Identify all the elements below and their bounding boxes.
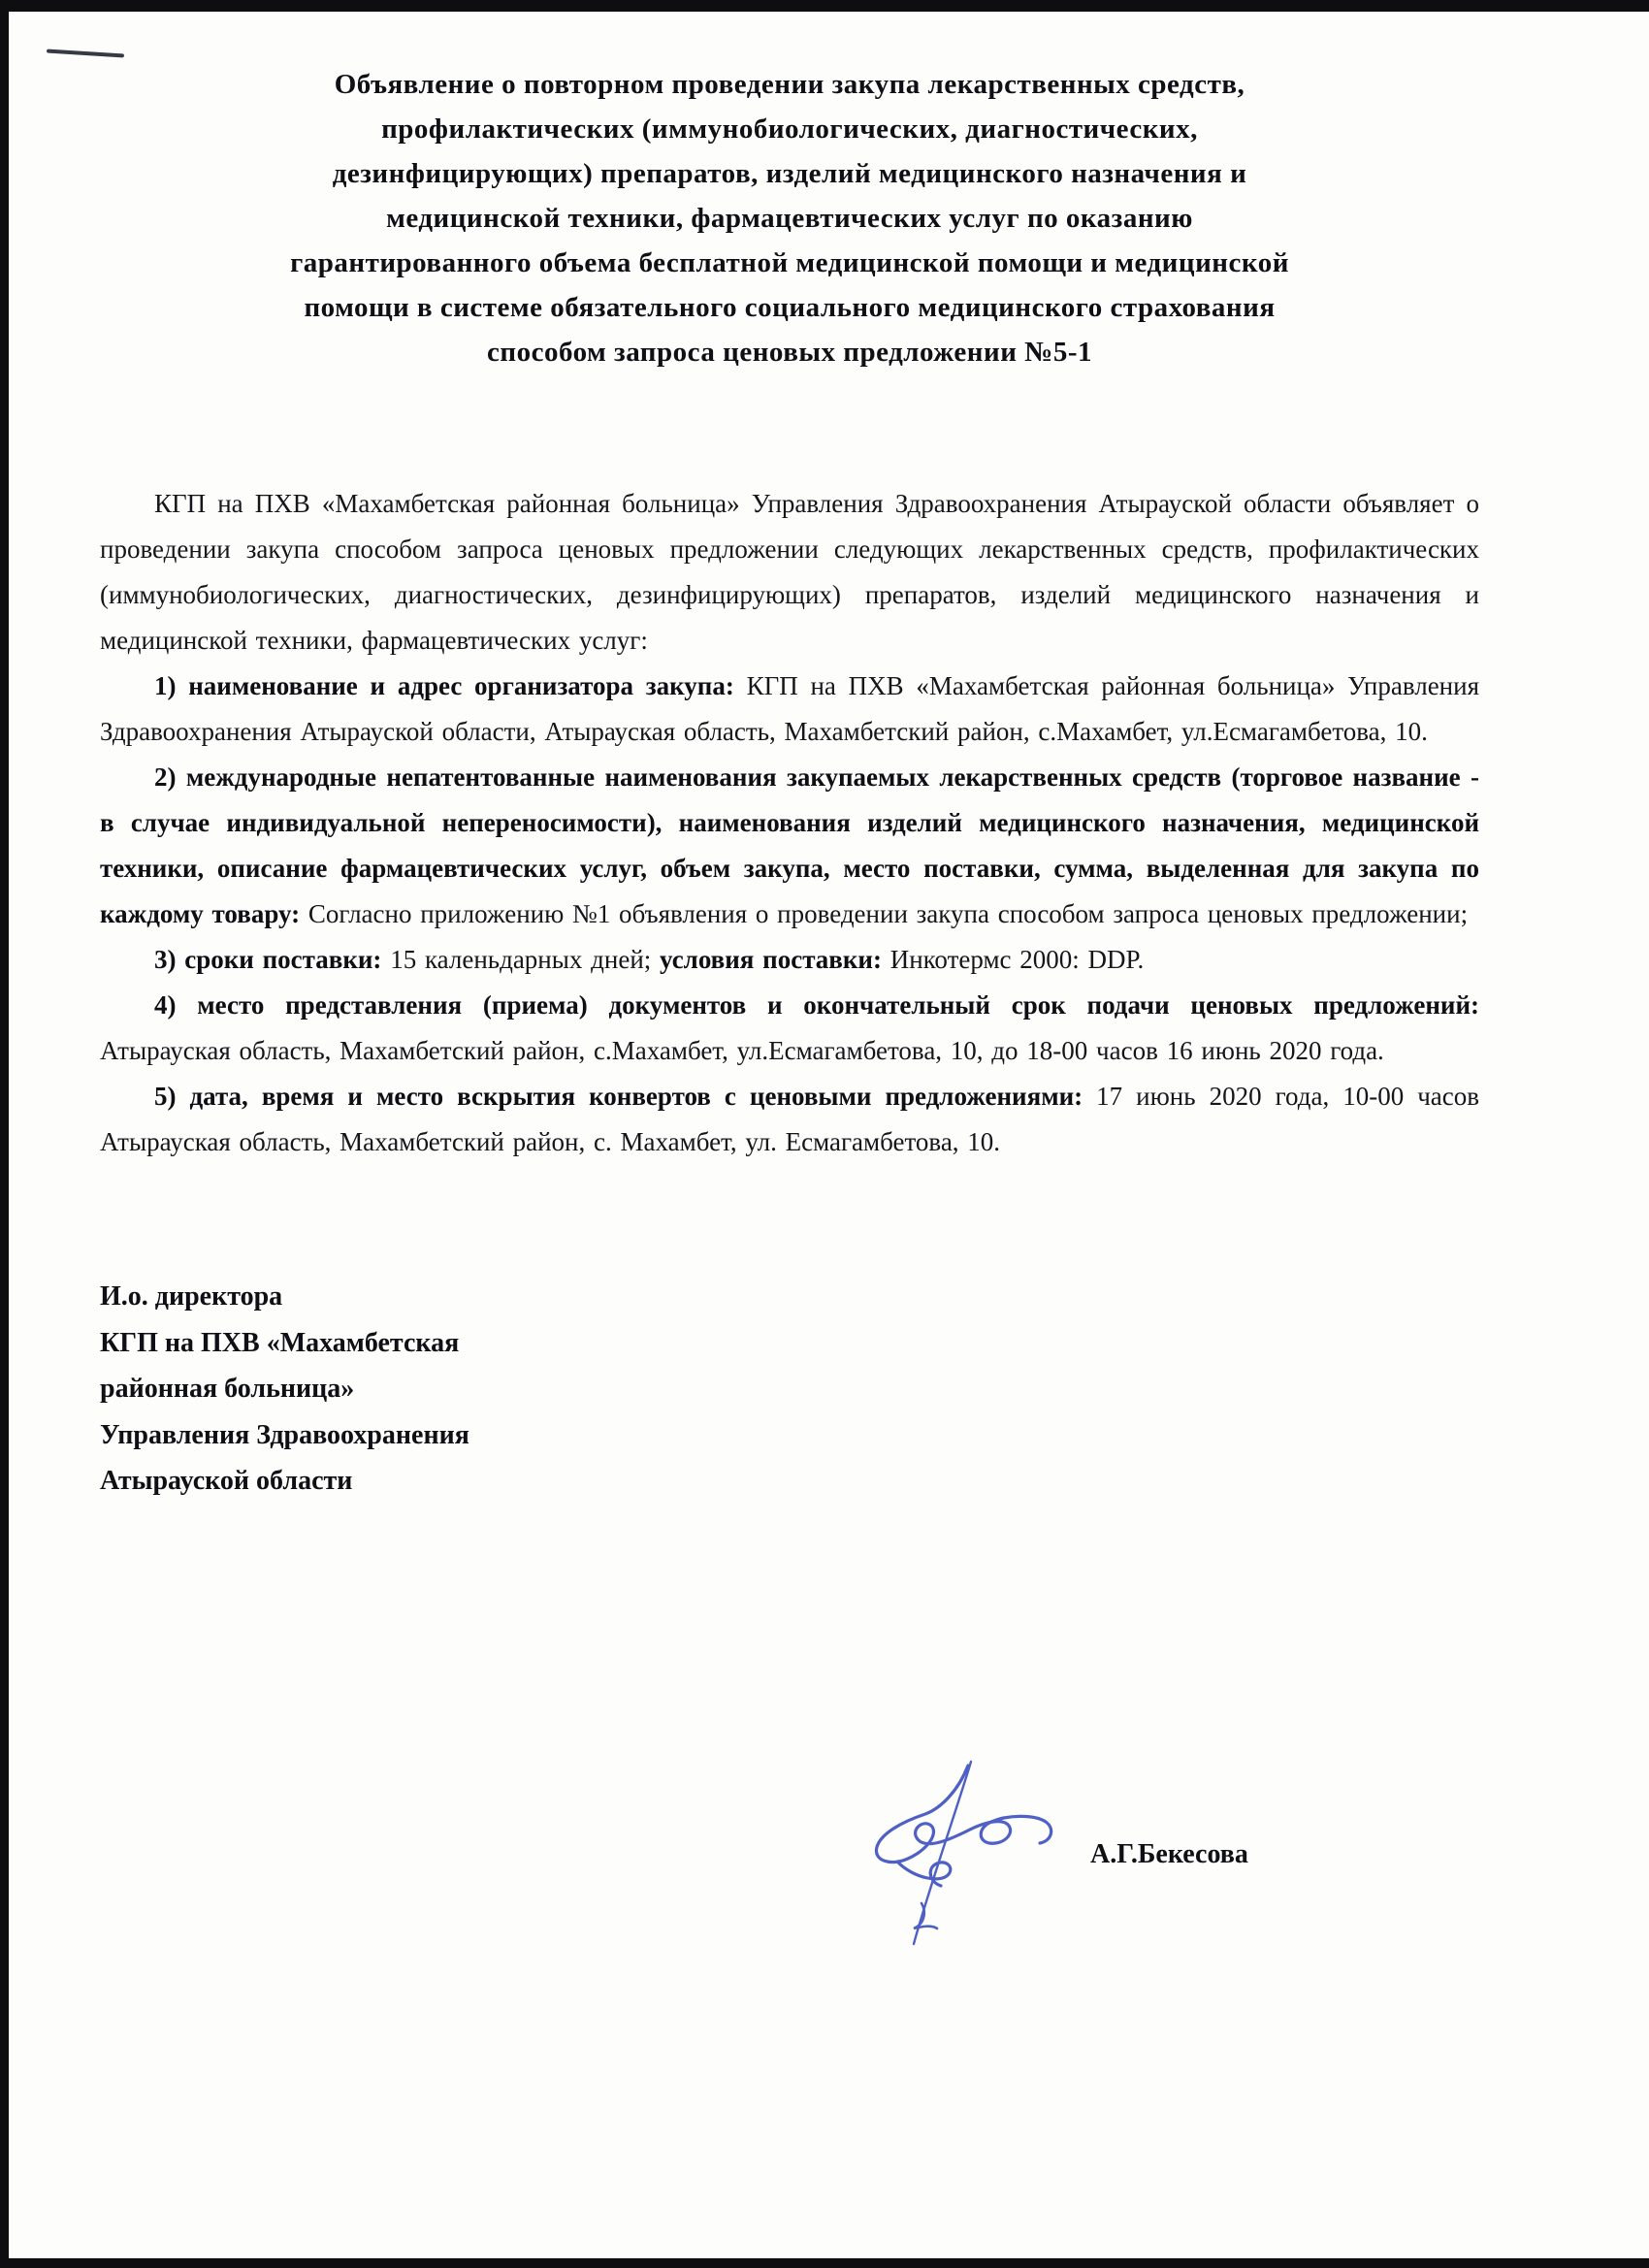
signature-block-line-5: Атырауской области bbox=[100, 1466, 353, 1496]
document-title bbox=[100, 12, 1479, 374]
document-body bbox=[100, 481, 1479, 1165]
title-line-6: помощи в системе обязательного социального медицинского страхования bbox=[304, 292, 1276, 323]
title-line-2: профилактических (иммунобиологических, диагностических, bbox=[381, 113, 1198, 145]
paragraph-item-2 bbox=[100, 755, 1479, 937]
signature-block-line-3: районная больница» bbox=[100, 1374, 355, 1404]
title-line-4: медицинской техники, фармацевтических услуг по оказанию bbox=[386, 203, 1193, 234]
item-1-label: 1) наименование и адрес организатора закупа: bbox=[154, 671, 734, 700]
text-run: 17 июнь 2020 года, 10-00 часов Атырауская область, Махамбетский район, с. Махамбет, ул. Есмагамбетова, 10. bbox=[100, 1082, 1480, 1156]
paragraph-item-4 bbox=[100, 983, 1479, 1074]
paragraph-item-5 bbox=[100, 1074, 1479, 1165]
handwritten-signature-ink bbox=[813, 1758, 1065, 1961]
item-3-label-2: условия поставки: bbox=[660, 945, 882, 974]
text-run: КГП на ПХВ «Махамбетская районная больница» Управления Здравоохранения Атырауской области, Атырауская область, Махамбетский район, с.Махамбет, ул.Есмагамбетова, 10. bbox=[100, 671, 1479, 746]
title-line-5: гарантированного объема бесплатной медицинской помощи и медицинской bbox=[290, 247, 1289, 278]
item-3-label: 3) сроки поставки: bbox=[154, 945, 382, 974]
item-2-label: 2) международные непатентованные наименования закупаемых лекарственных средств (торговое название - в случае индивидуальной непереносимости), наименования изделий медицинского назначения, медицинской техники, описание фармацевтических услуг, объем закупа, место поставки, сумма, выделенная для закупа по каждому товару: bbox=[100, 762, 1479, 928]
text-run: Атырауская область, Махамбетский район, с.Махамбет, ул.Есмагамбетова, 10, до 18-00 часов 16 июнь 2020 года. bbox=[100, 1036, 1384, 1065]
scan-edge-left bbox=[0, 0, 9, 2268]
title-line-1: Объявление о повторном проведении закупа лекарственных средств, bbox=[334, 69, 1245, 100]
text-run: Согласно приложению №1 объявления о проведении закупа способом запроса ценовых предложении; bbox=[300, 899, 1469, 928]
signature-block-line-2: КГП на ПХВ «Махамбетская bbox=[100, 1327, 460, 1358]
item-5-label: 5) дата, время и место вскрытия конвертов с ценовыми предложениями: bbox=[154, 1082, 1083, 1111]
text-run: 15 каленьдарных дней; bbox=[381, 945, 661, 974]
signatory-name: А.Г.Бекесова bbox=[1090, 1839, 1248, 1869]
paragraph-item-1 bbox=[100, 664, 1479, 755]
title-line-7: способом запроса ценовых предложении №5-1 bbox=[487, 337, 1092, 368]
text-run: Инкотермс 2000: DDP. bbox=[881, 945, 1145, 974]
document-content bbox=[100, 12, 1479, 1505]
signature-block-line-4: Управления Здравоохранения bbox=[100, 1419, 469, 1450]
text-run: КГП на ПХВ «Махамбетская районная больница» Управления Здравоохранения Атырауской области объявляет о проведении закупа способом запроса ценовых предложении следующих лекарственных средств, профилактических (иммунобиологических, диагностических, дезинфицирующих) препаратов, изделий медицинского назначения и медицинской техники, фармацевтических услуг: bbox=[100, 489, 1479, 655]
item-4-label: 4) место представления (приема) документов и окончательный срок подачи ценовых предложений: bbox=[154, 990, 1479, 1020]
signature-block bbox=[100, 1274, 643, 1505]
title-line-3: дезинфицирующих) препаратов, изделий медицинского назначения и bbox=[332, 158, 1247, 189]
scan-edge-bottom bbox=[0, 2258, 1649, 2268]
signature-block-line-1: И.о. директора bbox=[100, 1281, 283, 1312]
paragraph-item-3 bbox=[100, 937, 1479, 983]
scan-edge-top bbox=[0, 0, 1649, 12]
paragraph-intro bbox=[100, 481, 1479, 664]
